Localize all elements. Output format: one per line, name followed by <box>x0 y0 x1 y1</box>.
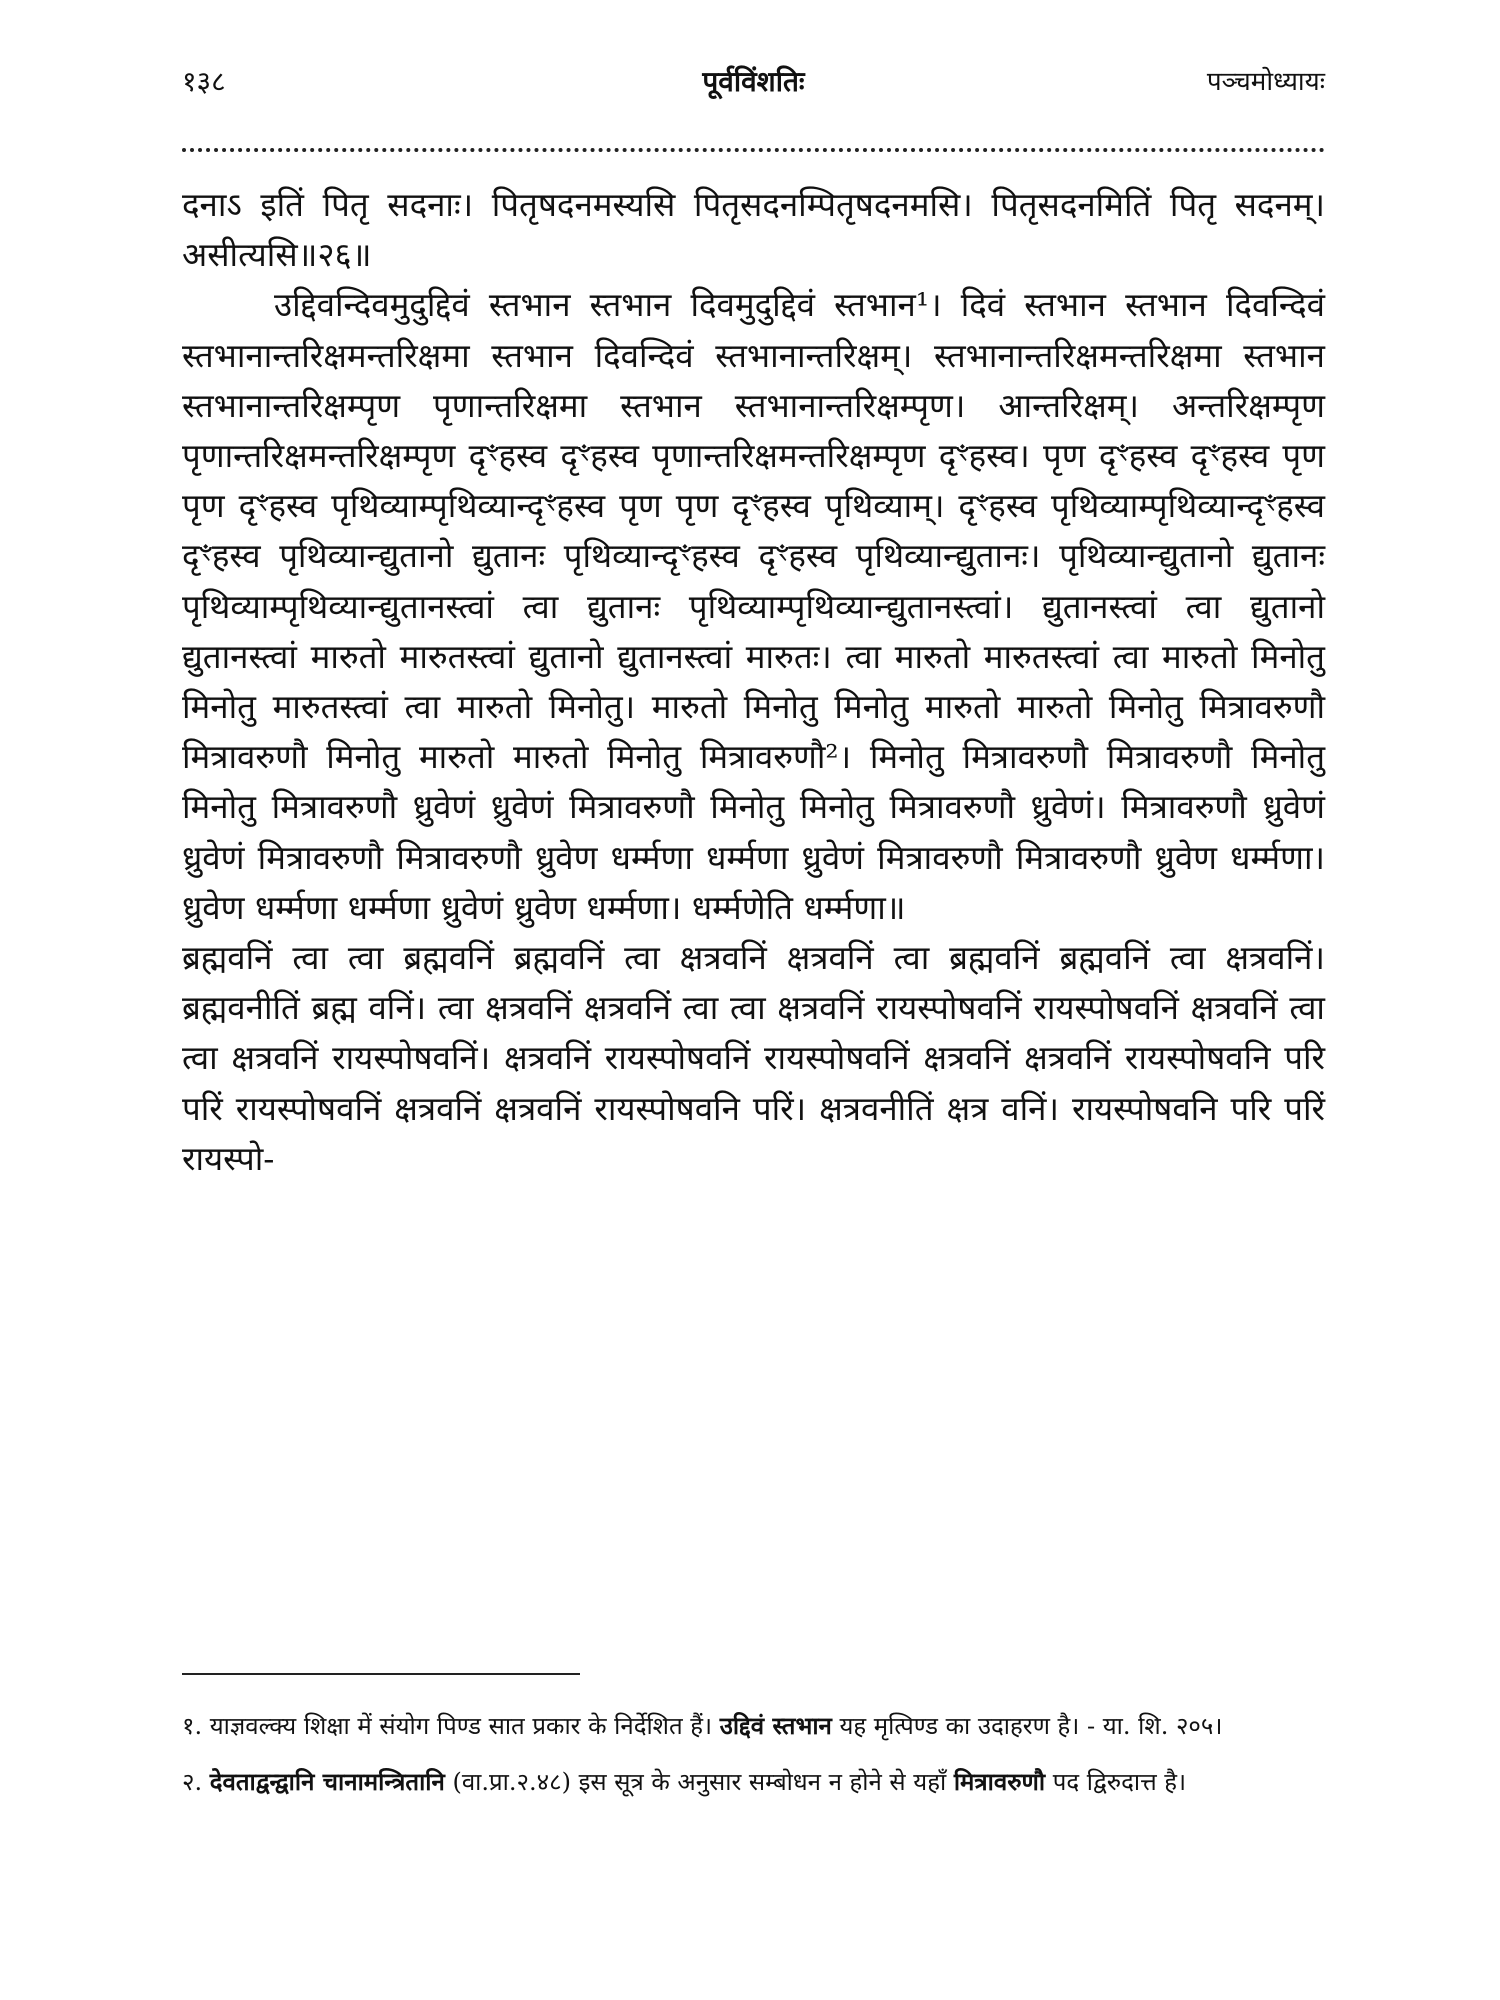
paragraph-3: ब्रह्मवनिं त्वा त्वा ब्रह्मवनिं ब्रह्मवनिं त्वा क्षत्रवनिं क्षत्रवनिं त्वा ब्रह्मवनिं ब्रह्मवनिं त्वा क्षत्रवनिं। ब्रह्मवनीतिं ब्रह्म वनिं। त्वा क्षत्रवनिं क्षत्रवनिं त्वा त्वा क्षत्रवनिं रायस्पोषवनिं रायस्पोषवनिं क्षत्रवनिं त्वा त्वा क्षत्रवनिं रायस्पोषवनिं। क्षत्रवनिं रायस्पोषवनिं रायस्पोषवनिं क्षत्रवनिं क्षत्रवनिं रायस्पोषवनि परि परिं रायस्पोषवनिं क्षत्रवनिं क्षत्रवनिं रायस्पोषवनि परिं। क्षत्रवनीतिं क्षत्र वनिं। रायस्पोषवनि परि परिं रायस्पो- <box>182 938 1325 1178</box>
chapter-label: पञ्चमोध्यायः <box>1206 67 1325 97</box>
footnotes <box>182 1704 1325 1816</box>
page-header <box>182 62 1325 102</box>
footnote-1: १. याज्ञवल्क्य शिक्षा में संयोग पिण्ड सात प्रकार के निर्देशित हैं। उद्दिवं स्तभान यह मृत्पिण्ड का उदाहरण है। - या. शि. २०५। <box>182 1711 1223 1740</box>
main-text <box>182 180 1325 1184</box>
footnote-2: २. देवताद्वन्द्वानि चानामन्त्रितानि (वा.प्रा.२.४८) इस सूत्र के अनुसार सम्बोधन न होने से यहाँ मित्रावरुणौ पद द्विरुदात्त है। <box>182 1767 1187 1796</box>
paragraph-1: दनाऽ इतिं पितृ सदनाः। पितृषदनमस्यसि पितृसदनम्पितृषदनमसि। पितृसदनमितिं पितृ सदनम्। असीत्यसि॥२६॥ <box>182 185 1325 275</box>
dotted-separator <box>182 148 1325 152</box>
running-title: पूर्वविंशतिः <box>702 65 805 98</box>
paragraph-2: उद्दिवन्दिवमुदुद्दिवं स्तभान स्तभान दिवमुदुद्दिवं स्तभान¹। दिवं स्तभान स्तभान दिवन्दिवं स्तभानान्तरिक्षमन्तरिक्षमा स्तभान दिवन्दिवं स्तभानान्तरिक्षम्। स्तभानान्तरिक्षमन्तरिक्षमा स्तभान स्तभानान्तरिक्षम्पृण पृणान्तरिक्षमा स्तभान स्तभानान्तरिक्षम्पृण। आन्तरिक्षम्। अन्तरिक्षम्पृण पृणान्तरिक्षमन्तरिक्षम्पृण दृꣳहस्व दृꣳहस्व पृणान्तरिक्षमन्तरिक्षम्पृण दृꣳहस्व। पृण दृꣳहस्व दृꣳहस्व पृण पृण दृꣳहस्व पृथिव्याम्पृथिव्यान्दृꣳहस्व पृण पृण दृꣳहस्व पृथिव्याम्। दृꣳहस्व पृथिव्याम्पृथिव्यान्दृꣳहस्व दृꣳहस्व पृथिव्यान्द्युतानो द्युतानः पृथिव्यान्दृꣳहस्व दृꣳहस्व पृथिव्यान्द्युतानः। पृथिव्यान्द्युतानो द्युतानः पृथिव्याम्पृथिव्यान्द्युतानस्त्वां त्वा द्युतानः पृथिव्याम्पृथिव्यान्द्युतानस्त्वां। द्युतानस्त्वां त्वा द्युतानो द्युतानस्त्वां मारुतो मारुतस्त्वां द्युतानो द्युतानस्त्वां मारुतः। त्वा मारुतो मारुतस्त्वां त्वा मारुतो मिनोतु मिनोतु मारुतस्त्वां त्वा मारुतो मिनोतु। मारुतो मिनोतु मिनोतु मारुतो मारुतो मिनोतु मित्रावरुणौ मित्रावरुणौ मिनोतु मारुतो मारुतो मिनोतु मित्रावरुणौ²। मिनोतु मित्रावरुणौ मित्रावरुणौ मिनोतु मिनोतु मित्रावरुणौ ध्रुवेणं ध्रुवेणं मित्रावरुणौ मिनोतु मिनोतु मित्रावरुणौ ध्रुवेणं। मित्रावरुणौ ध्रुवेणं ध्रुवेणं मित्रावरुणौ मित्रावरुणौ ध्रुवेण धर्म्मणा धर्म्मणा ध्रुवेणं मित्रावरुणौ मित्रावरुणौ ध्रुवेण धर्म्मणा। ध्रुवेण धर्म्मणा धर्म्मणा ध्रुवेणं ध्रुवेण धर्म्मणा। धर्म्मणेति धर्म्मणा॥ <box>182 285 1325 927</box>
page-number: १३८ <box>182 65 226 98</box>
footnote-rule <box>182 1673 580 1675</box>
